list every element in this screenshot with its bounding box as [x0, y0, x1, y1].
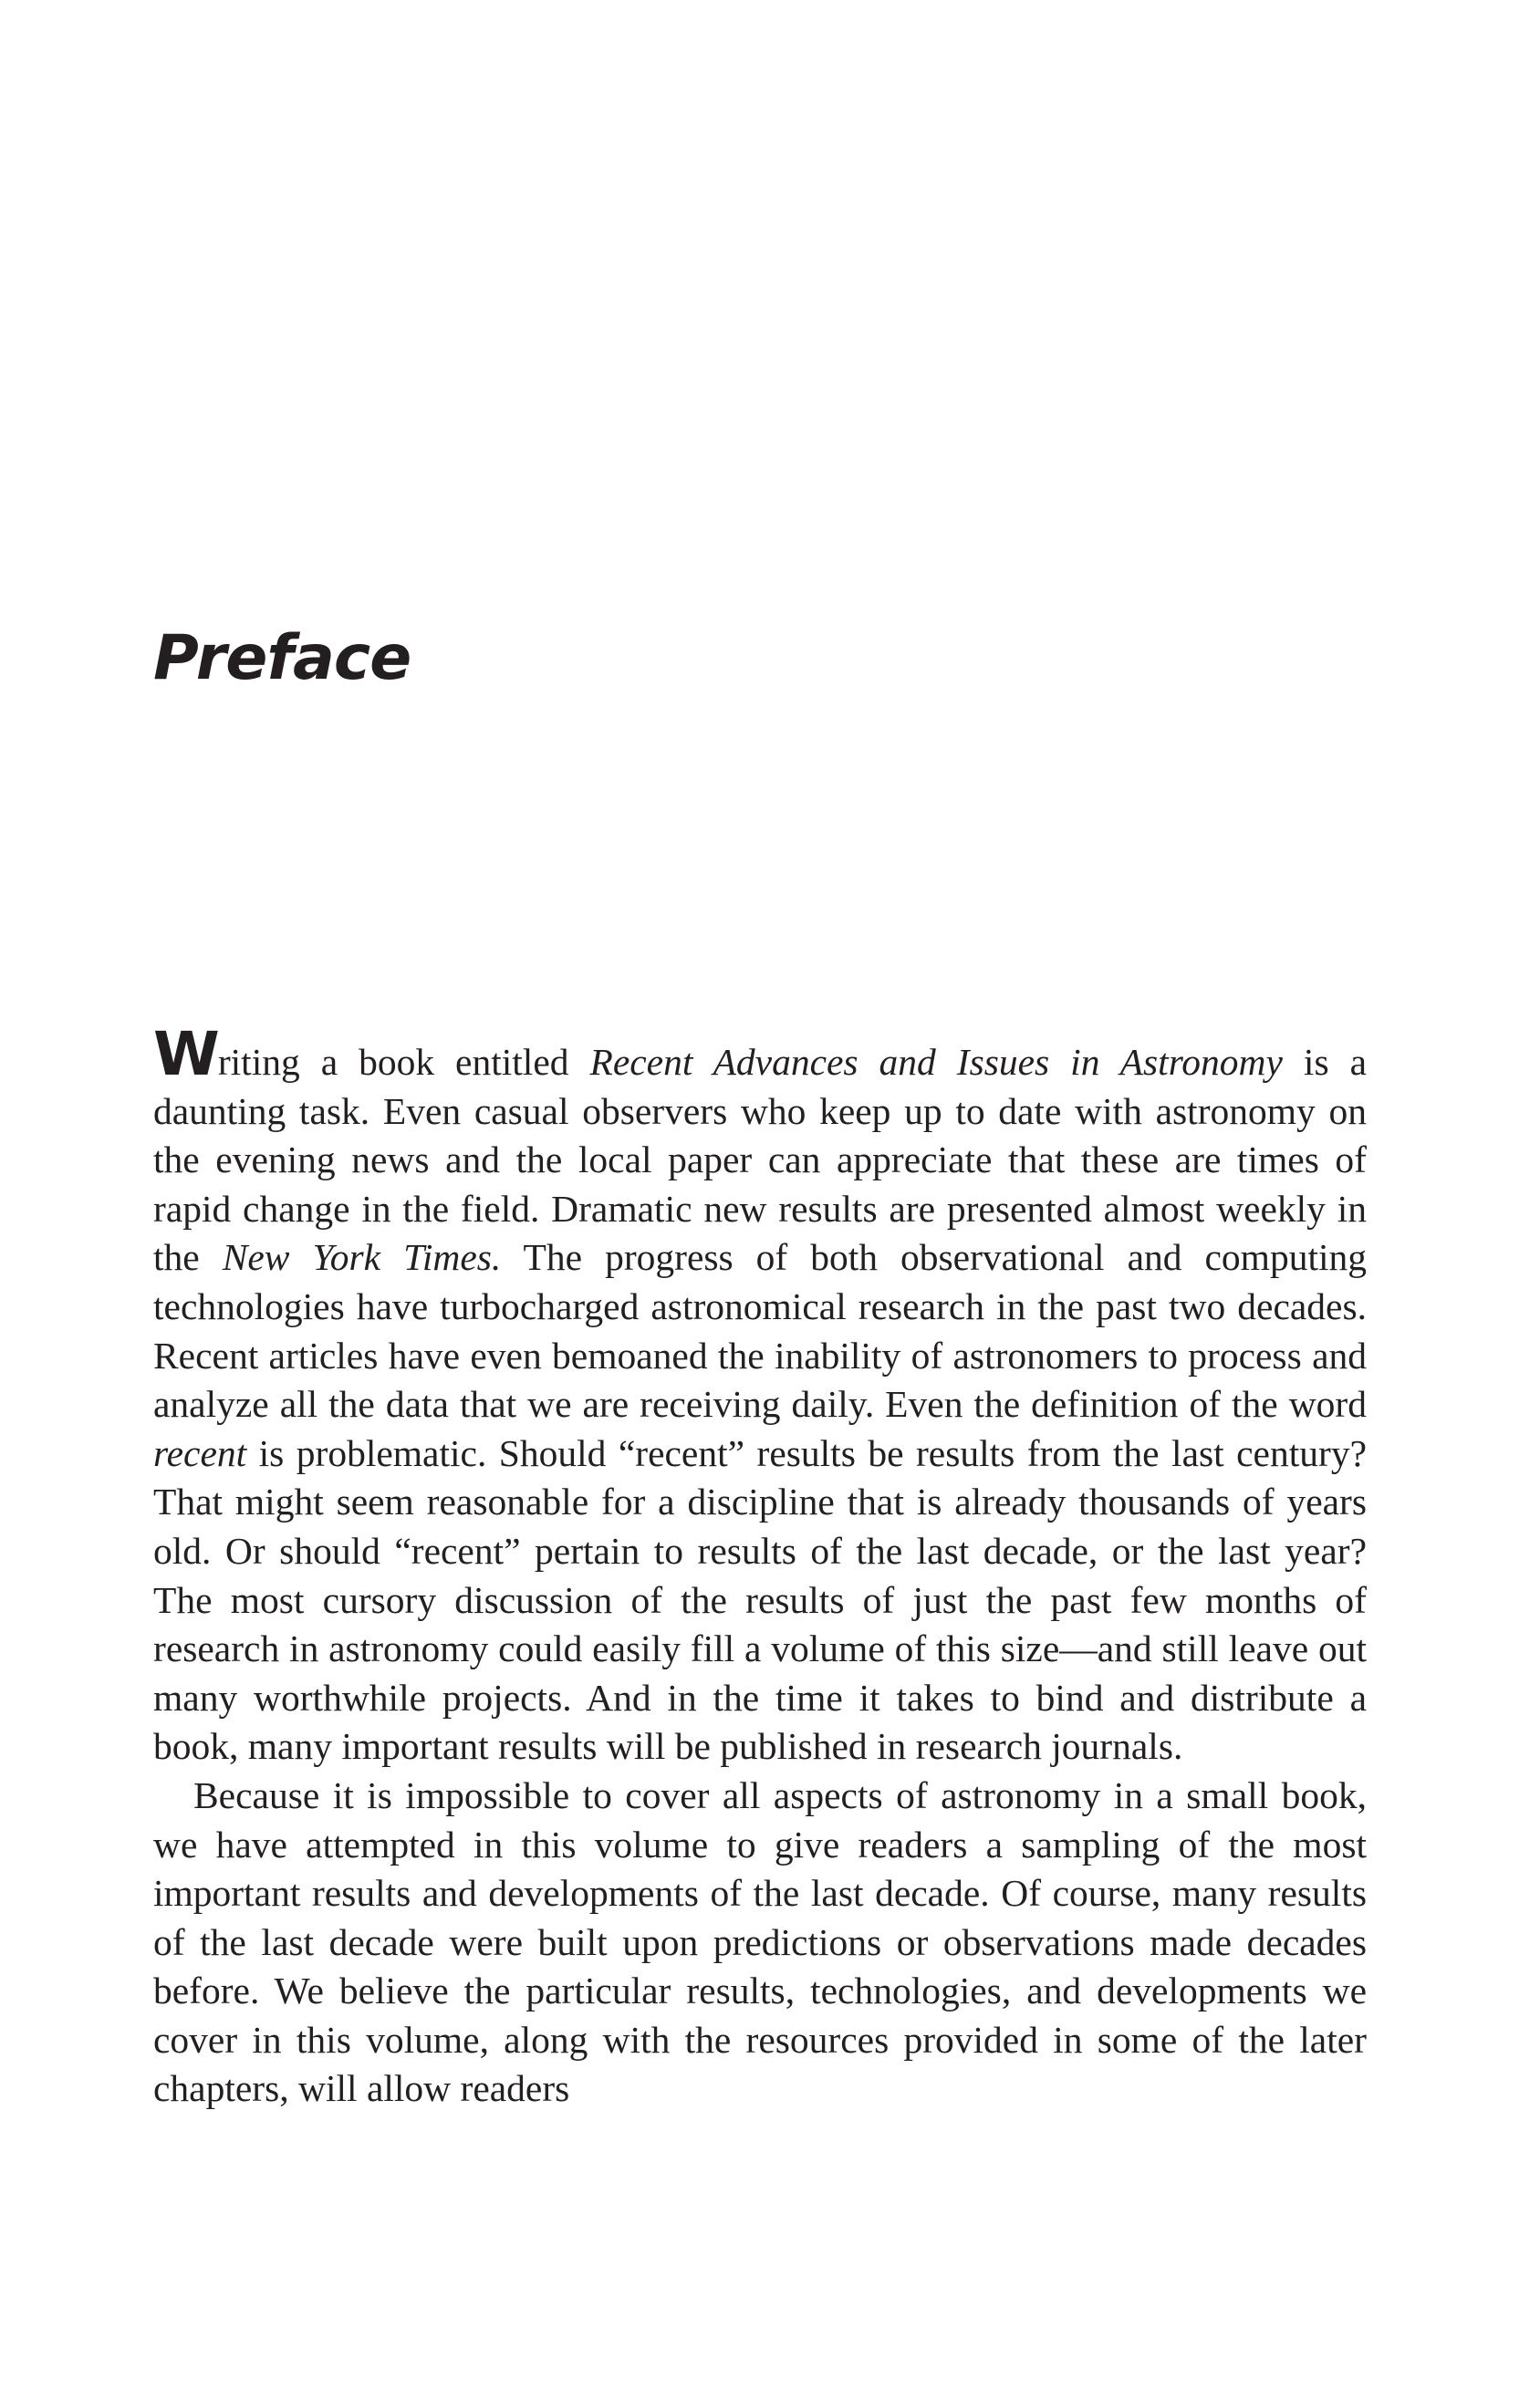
paragraph-2: Because it is impossible to cover all aspects of astronomy in a small book, we have attempted in this volume to give readers a sampling of the most important results and developments of the last decade. Of course, many results of the last decade were built upon predictions or observations made decades before. We believe the particular results, technologies, and developments we cover in this volume, along with the resources provided in some of the later chapters, will allow readers	[153, 1773, 1367, 2110]
paragraph-1-text-c: The progress of both observational and computing technologies have turbocharged astronomical research in the past two decades. Recent articles have even bemoaned the inability of astronomers to process and analyze all the data that we are receiving daily. Even the definition of the word	[153, 1236, 1368, 1426]
recent-word-italic: recent	[153, 1431, 247, 1474]
drop-cap: W	[153, 1019, 218, 1089]
body-text	[153, 1019, 1368, 2114]
paragraph-1-text-a: riting a book entitled	[217, 1041, 590, 1083]
book-title-italic: Recent Advances and Issues in Astronomy	[589, 1041, 1283, 1083]
paragraph-1-text-b: is a daunting task. Even casual observers who keep up to date with astronomy on the evening news and the local paper can appreciate that these are times of rapid change in the field. Dramatic new results are presented almost weekly in the	[153, 1041, 1367, 1279]
newspaper-title-italic: New York Times.	[222, 1236, 502, 1279]
paragraph-1-text-d: is problematic. Should “recent” results be results from the last century? That might seem reasonable for a discipline that is already thousands of years old. Or should “recent” pertain to results of the last decade, or the last year? The most cursory discussion of the results of just the past few months of research in astronomy could easily fill a volume of this size—and still leave out many worthwhile projects. And in the time it takes to bind and distribute a book, many important results will be published in research journals.	[153, 1431, 1367, 1768]
page-title: Preface	[153, 622, 411, 694]
paragraph-1	[153, 1019, 1368, 1772]
